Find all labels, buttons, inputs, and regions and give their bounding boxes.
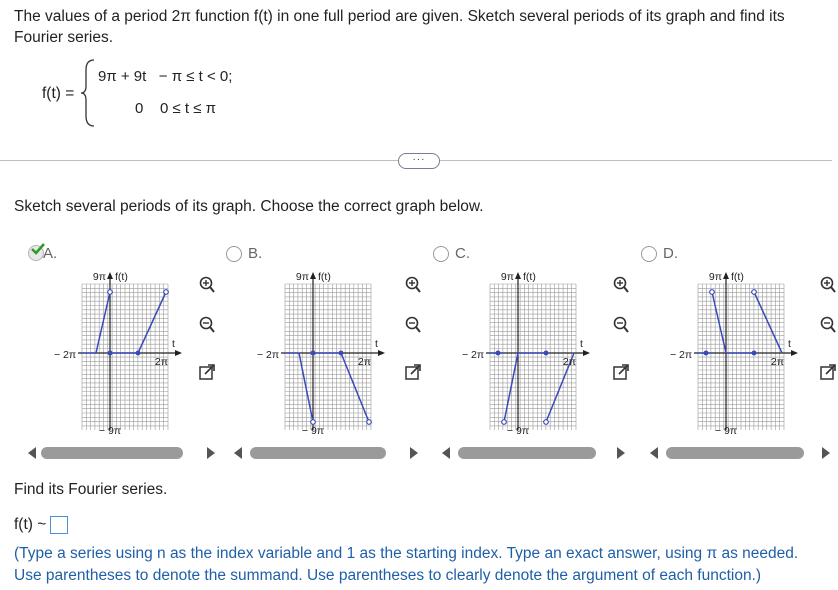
option-c-label: C. <box>455 245 470 262</box>
open-point <box>311 420 316 425</box>
function-piece-2: 0 0 ≤ t ≤ π <box>135 100 217 117</box>
hint-text <box>14 543 834 587</box>
y-axis-arrow <box>310 272 316 279</box>
scrollbar-c[interactable] <box>458 447 596 459</box>
popout-icon[interactable] <box>197 362 217 382</box>
x-right-label: 2π <box>154 356 168 368</box>
x-axis-name: t <box>172 338 175 350</box>
y-top-label: 9π <box>500 271 514 283</box>
y-bottom-label: − 9π <box>506 425 530 437</box>
scrollbar-d[interactable] <box>666 447 804 459</box>
hint-line-1: (Type a series using n as the index variable and 1 as the starting index. Type an exact answer, using π as needed. <box>14 545 799 562</box>
answer-input[interactable] <box>50 516 68 534</box>
x-left-label: − 2π <box>462 349 485 361</box>
y-top-label: 9π <box>295 271 309 283</box>
hint-line-2: Use parentheses to denote the summand. Use parentheses to clearly denote the argument of each function.) <box>14 567 762 584</box>
option-b-label: B. <box>248 245 263 262</box>
scroll-right-arrow-b[interactable] <box>410 447 418 459</box>
y-top-label: 9π <box>708 271 722 283</box>
x-right-label: 2π <box>770 356 784 368</box>
scroll-right-arrow-d[interactable] <box>822 447 830 459</box>
open-point <box>367 420 372 425</box>
expand-button[interactable]: ··· <box>398 153 440 169</box>
option-a-label: A. <box>43 245 58 262</box>
zoom-in-icon[interactable] <box>403 275 423 295</box>
y-bottom-label: − 9π <box>98 425 122 437</box>
graph-option-c <box>460 260 583 440</box>
y-axis-arrow <box>107 272 113 279</box>
zoom-out-icon[interactable] <box>403 315 423 335</box>
option-b-radio[interactable] <box>226 246 242 262</box>
left-brace <box>80 58 98 128</box>
x-axis-arrow <box>791 350 798 356</box>
scrollbar-a[interactable] <box>41 447 183 459</box>
zoom-in-icon[interactable] <box>197 275 217 295</box>
answer-prefix: f(t) ~ <box>14 516 47 534</box>
y-axis-arrow <box>515 272 521 279</box>
x-left-label: − 2π <box>54 349 77 361</box>
scroll-right-arrow-a[interactable] <box>207 447 215 459</box>
x-axis-name: t <box>580 338 583 350</box>
open-point <box>108 290 113 295</box>
x-right-label: 2π <box>562 356 576 368</box>
zoom-out-icon[interactable] <box>818 315 838 335</box>
open-point <box>164 290 169 295</box>
zoom-in-icon[interactable] <box>818 275 838 295</box>
x-axis-arrow <box>175 350 182 356</box>
popout-icon[interactable] <box>403 362 423 382</box>
y-axis-name: f(t) <box>731 271 744 283</box>
filled-point <box>108 351 113 356</box>
open-point <box>752 290 757 295</box>
filled-point <box>311 351 316 356</box>
option-c-radio[interactable] <box>433 246 449 262</box>
y-axis-name: f(t) <box>523 271 536 283</box>
x-left-label: − 2π <box>257 349 280 361</box>
option-d-radio[interactable] <box>641 246 657 262</box>
graph-option-b <box>255 260 378 440</box>
fourier-prompt: Find its Fourier series. <box>14 481 168 498</box>
open-point <box>710 290 715 295</box>
function-piece-1: 9π + 9t − π ≤ t < 0; <box>98 68 233 85</box>
scroll-left-arrow-a[interactable] <box>28 447 36 459</box>
zoom-out-icon[interactable] <box>197 315 217 335</box>
filled-point <box>752 351 757 356</box>
x-axis-arrow <box>378 350 385 356</box>
scroll-left-arrow-c[interactable] <box>442 447 450 459</box>
open-point <box>502 420 507 425</box>
popout-icon[interactable] <box>818 362 838 382</box>
zoom-out-icon[interactable] <box>611 315 631 335</box>
x-axis-name: t <box>788 338 791 350</box>
x-left-label: − 2π <box>670 349 693 361</box>
function-label: f(t) = <box>42 85 75 102</box>
scroll-left-arrow-b[interactable] <box>234 447 242 459</box>
zoom-in-icon[interactable] <box>611 275 631 295</box>
y-axis-arrow <box>723 272 729 279</box>
y-bottom-label: − 9π <box>301 425 325 437</box>
y-top-label: 9π <box>92 271 106 283</box>
scroll-right-arrow-c[interactable] <box>617 447 625 459</box>
y-axis-name: f(t) <box>318 271 331 283</box>
sketch-prompt: Sketch several periods of its graph. Choose the correct graph below. <box>14 198 484 215</box>
y-axis-name: f(t) <box>115 271 128 283</box>
x-axis-name: t <box>375 338 378 350</box>
open-point <box>544 420 549 425</box>
answer-line <box>14 516 68 534</box>
popout-icon[interactable] <box>611 362 631 382</box>
x-right-label: 2π <box>357 356 371 368</box>
filled-point <box>544 351 549 356</box>
x-axis-arrow <box>583 350 590 356</box>
y-bottom-label: − 9π <box>714 425 738 437</box>
scroll-left-arrow-d[interactable] <box>650 447 658 459</box>
graph-option-a <box>52 260 175 440</box>
option-d-label: D. <box>663 245 678 262</box>
scrollbar-b[interactable] <box>250 447 386 459</box>
graph-option-d <box>668 260 791 440</box>
question-text: The values of a period 2π function f(t) in one full period are given. Sketch several periods of its graph and find its Fourier series. <box>14 8 785 46</box>
